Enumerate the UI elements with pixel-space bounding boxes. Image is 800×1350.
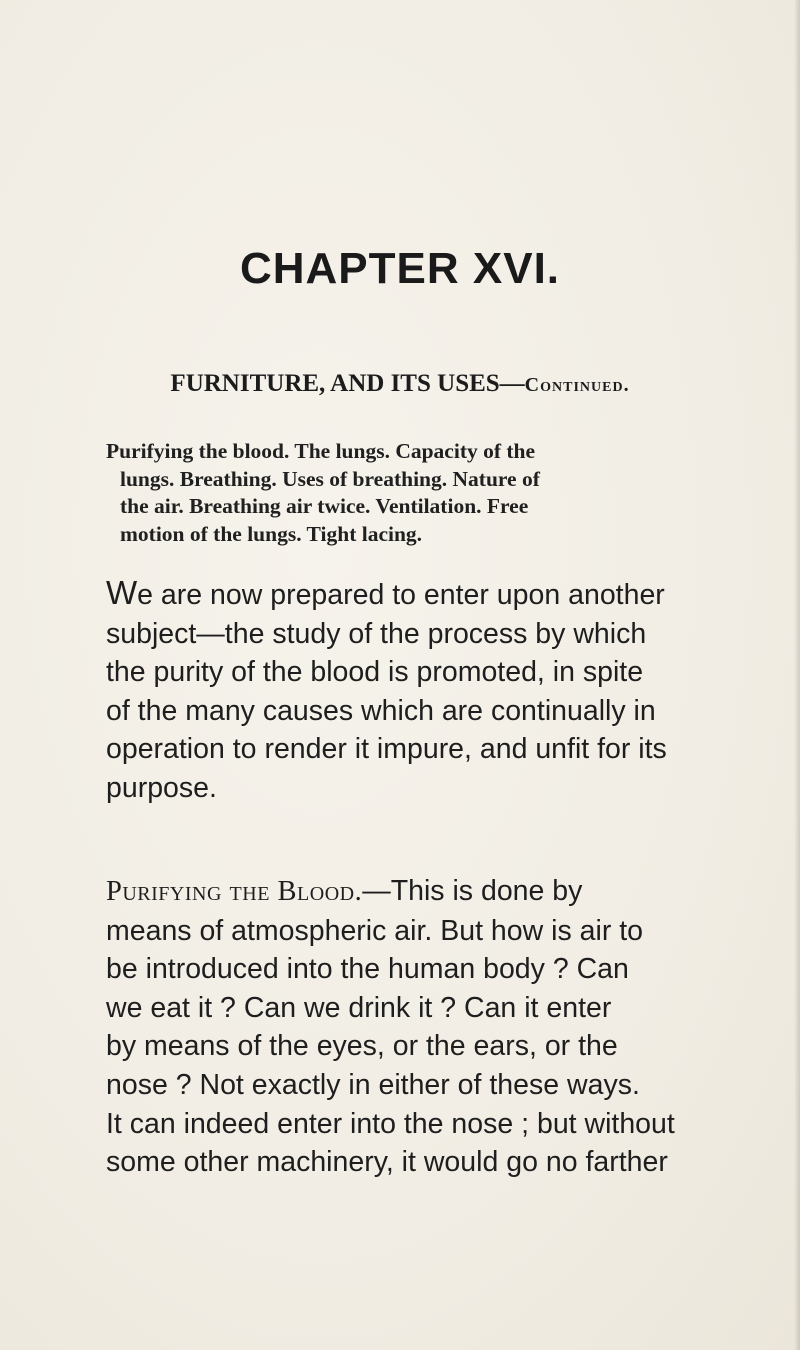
paragraph-line: purpose. [106,771,217,804]
subtitle-main: FURNITURE, AND ITS USES— [170,370,525,397]
summary-line: motion of the lungs. Tight lacing. [120,521,423,546]
page-edge-shadow [794,0,800,1350]
chapter-summary [106,438,746,548]
summary-line: the air. Breathing air twice. Ventilation. Free [120,494,529,518]
paragraph-line: It can indeed enter into the nose ; but without [106,1107,675,1140]
paragraph-line: some other machinery, it would go no farther [106,1146,668,1179]
paragraph-line: the purity of the blood is promoted, in spite [106,656,644,689]
paragraph-line: of the many causes which are continually in [106,694,656,727]
paragraph-line [106,872,736,912]
paragraph-first-line: e are now prepared to enter upon another [137,579,665,611]
paragraph-line: operation to render it impure, and unfit for its [106,733,667,766]
summary-line: Purifying the blood. The lungs. Capacity of the [106,439,536,463]
subtitle-continued: Continued. [524,374,630,396]
paragraph-line: means of atmospheric air. But how is air to [106,914,643,947]
chapter-subtitle [0,370,800,398]
paragraph-line: be introduced into the human body ? Can [106,953,629,986]
summary-line: lungs. Breathing. Uses of breathing. Nature of [120,466,540,491]
paragraph-1 [106,574,736,808]
section-lead-in: Purifying the Blood. [106,876,363,907]
paragraph-line [106,574,736,615]
paragraph-first-line: —This is done by [362,875,583,907]
chapter-title: CHAPTER XVI. [239,244,561,293]
drop-cap: W [106,574,138,611]
paragraph-line: nose ? Not exactly in either of these ways. [106,1068,640,1101]
paragraph-line: subject—the study of the process by which [106,617,647,650]
paragraph-line: we eat it ? Can we drink it ? Can it enter [106,991,612,1024]
paragraph-line: by means of the eyes, or the ears, or the [106,1030,618,1063]
paragraph-2 [106,872,736,1182]
